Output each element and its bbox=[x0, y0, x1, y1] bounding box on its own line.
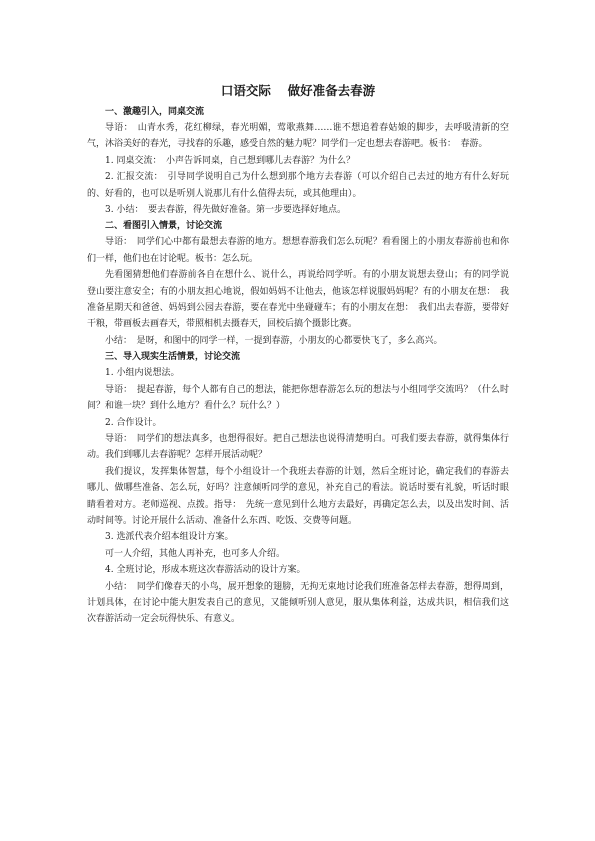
section-heading: 三、导入现实生活情景，讨论交流 bbox=[105, 352, 241, 363]
document-body bbox=[87, 104, 509, 628]
paragraph: 导语： 同学们的想法真多，也想得很好。把自己想法也说得清楚明白。可我们要去春游，就得集体行动。我们到哪儿去春游呢？怎样开展活动呢？ bbox=[87, 433, 509, 461]
paragraph: 4. 全班讨论，形成本班这次春游活动的设计方案。 bbox=[105, 565, 306, 576]
paragraph: 小结： 同学们像春天的小鸟，展开想象的翅膀，无拘无束地讨论我们班准备怎样去春游，想得周到，计划具体，在讨论中能大胆发表自己的意见，又能倾听别人意见，服从集体利益，达成共识，相信我们这次春游活动一定会玩得快乐、有意义。 bbox=[87, 581, 509, 625]
section-1 bbox=[87, 104, 509, 218]
paragraph: 我们提议，发挥集体智慧，每个小组设计一个我班去春游的计划，然后全班讨论，确定我们的春游去哪儿、做哪些准备、怎么玩，好吗？注意倾听同学的意见，补充自己的看法。说话时要有礼貌，听话时眼睛看着对方。老师巡视、点拨。指导： 先统一意见到什么地方去最好，再确定怎么去，以及出发时间、活动时间等。讨论开展什么活动、准备什么东西、吃饭、交费等问题。 bbox=[87, 466, 509, 526]
section-3 bbox=[87, 349, 509, 628]
paragraph: 先看图猜想他们春游前各自在想什么、说什么，再说给同学听。有的小朋友说想去登山；有的同学说登山要注意安全；有的小朋友担心地说，假如妈妈不让他去，他该怎样说服妈妈呢？有的小朋友在想： 我准备星期天和爸爸、妈妈到公园去春游，要在春光中坐碰碰车；有的小朋友在想： 我们出去春游，要带好干粮，带画板去画春天，带照相机去摄春天，回校后搞个摄影比赛。 bbox=[87, 270, 509, 330]
page-title: 口语交际 做好准备去春游 bbox=[220, 83, 376, 98]
paragraph: 导语： 山青水秀，花红柳绿，春光明媚，莺歌燕舞……谁不想追着春姑娘的脚步，去呼吸清新的空气，沐浴美好的春光，寻找春的乐趣，感受自然的魅力呢？同学们一定也想去春游吧。板书： 春游。 bbox=[87, 123, 509, 150]
paragraph: 1. 小组内说想法。 bbox=[105, 368, 180, 379]
paragraph: 2. 合作设计。 bbox=[105, 417, 162, 428]
paragraph: 导语： 同学们心中都有最想去春游的地方。想想春游我们怎么玩呢？看看图上的小朋友春游前也和你们一样，他们也在讨论呢。板书：怎么玩。 bbox=[87, 237, 509, 264]
paragraph: 可一人介绍，其他人再补充，也可多人介绍。 bbox=[105, 548, 286, 559]
paragraph: 1. 同桌交流： 小声告诉同桌，自己想到哪儿去春游？为什么？ bbox=[105, 155, 355, 166]
section-heading: 一、激趣引入，同桌交流 bbox=[105, 107, 205, 117]
paragraph: 3. 小结： 要去春游，得先做好准备。第一步要选择好地点。 bbox=[105, 205, 346, 216]
section-2 bbox=[87, 218, 509, 349]
paragraph: 3. 选派代表介绍本组设计方案。 bbox=[105, 532, 234, 543]
paragraph: 2. 汇报交流： 引导同学说明自己为什么想到那个地方去春游（可以介绍自己去过的地方有什么好玩的、好看的，也可以是听别人说那儿有什么值得去玩，或其他理由）。 bbox=[87, 172, 509, 199]
paragraph: 导语： 提起春游，每个人都有自己的想法，能把你想春游怎么玩的想法与小组同学交流吗？（什么时间？和谁一块？到什么地方？看什么？玩什么？） bbox=[87, 384, 509, 412]
section-heading: 二、看图引入情景，讨论交流 bbox=[105, 221, 223, 232]
paragraph: 小结： 是呀，和图中的同学一样，一提到春游，小朋友的心都要快飞了，多么高兴。 bbox=[105, 335, 443, 346]
